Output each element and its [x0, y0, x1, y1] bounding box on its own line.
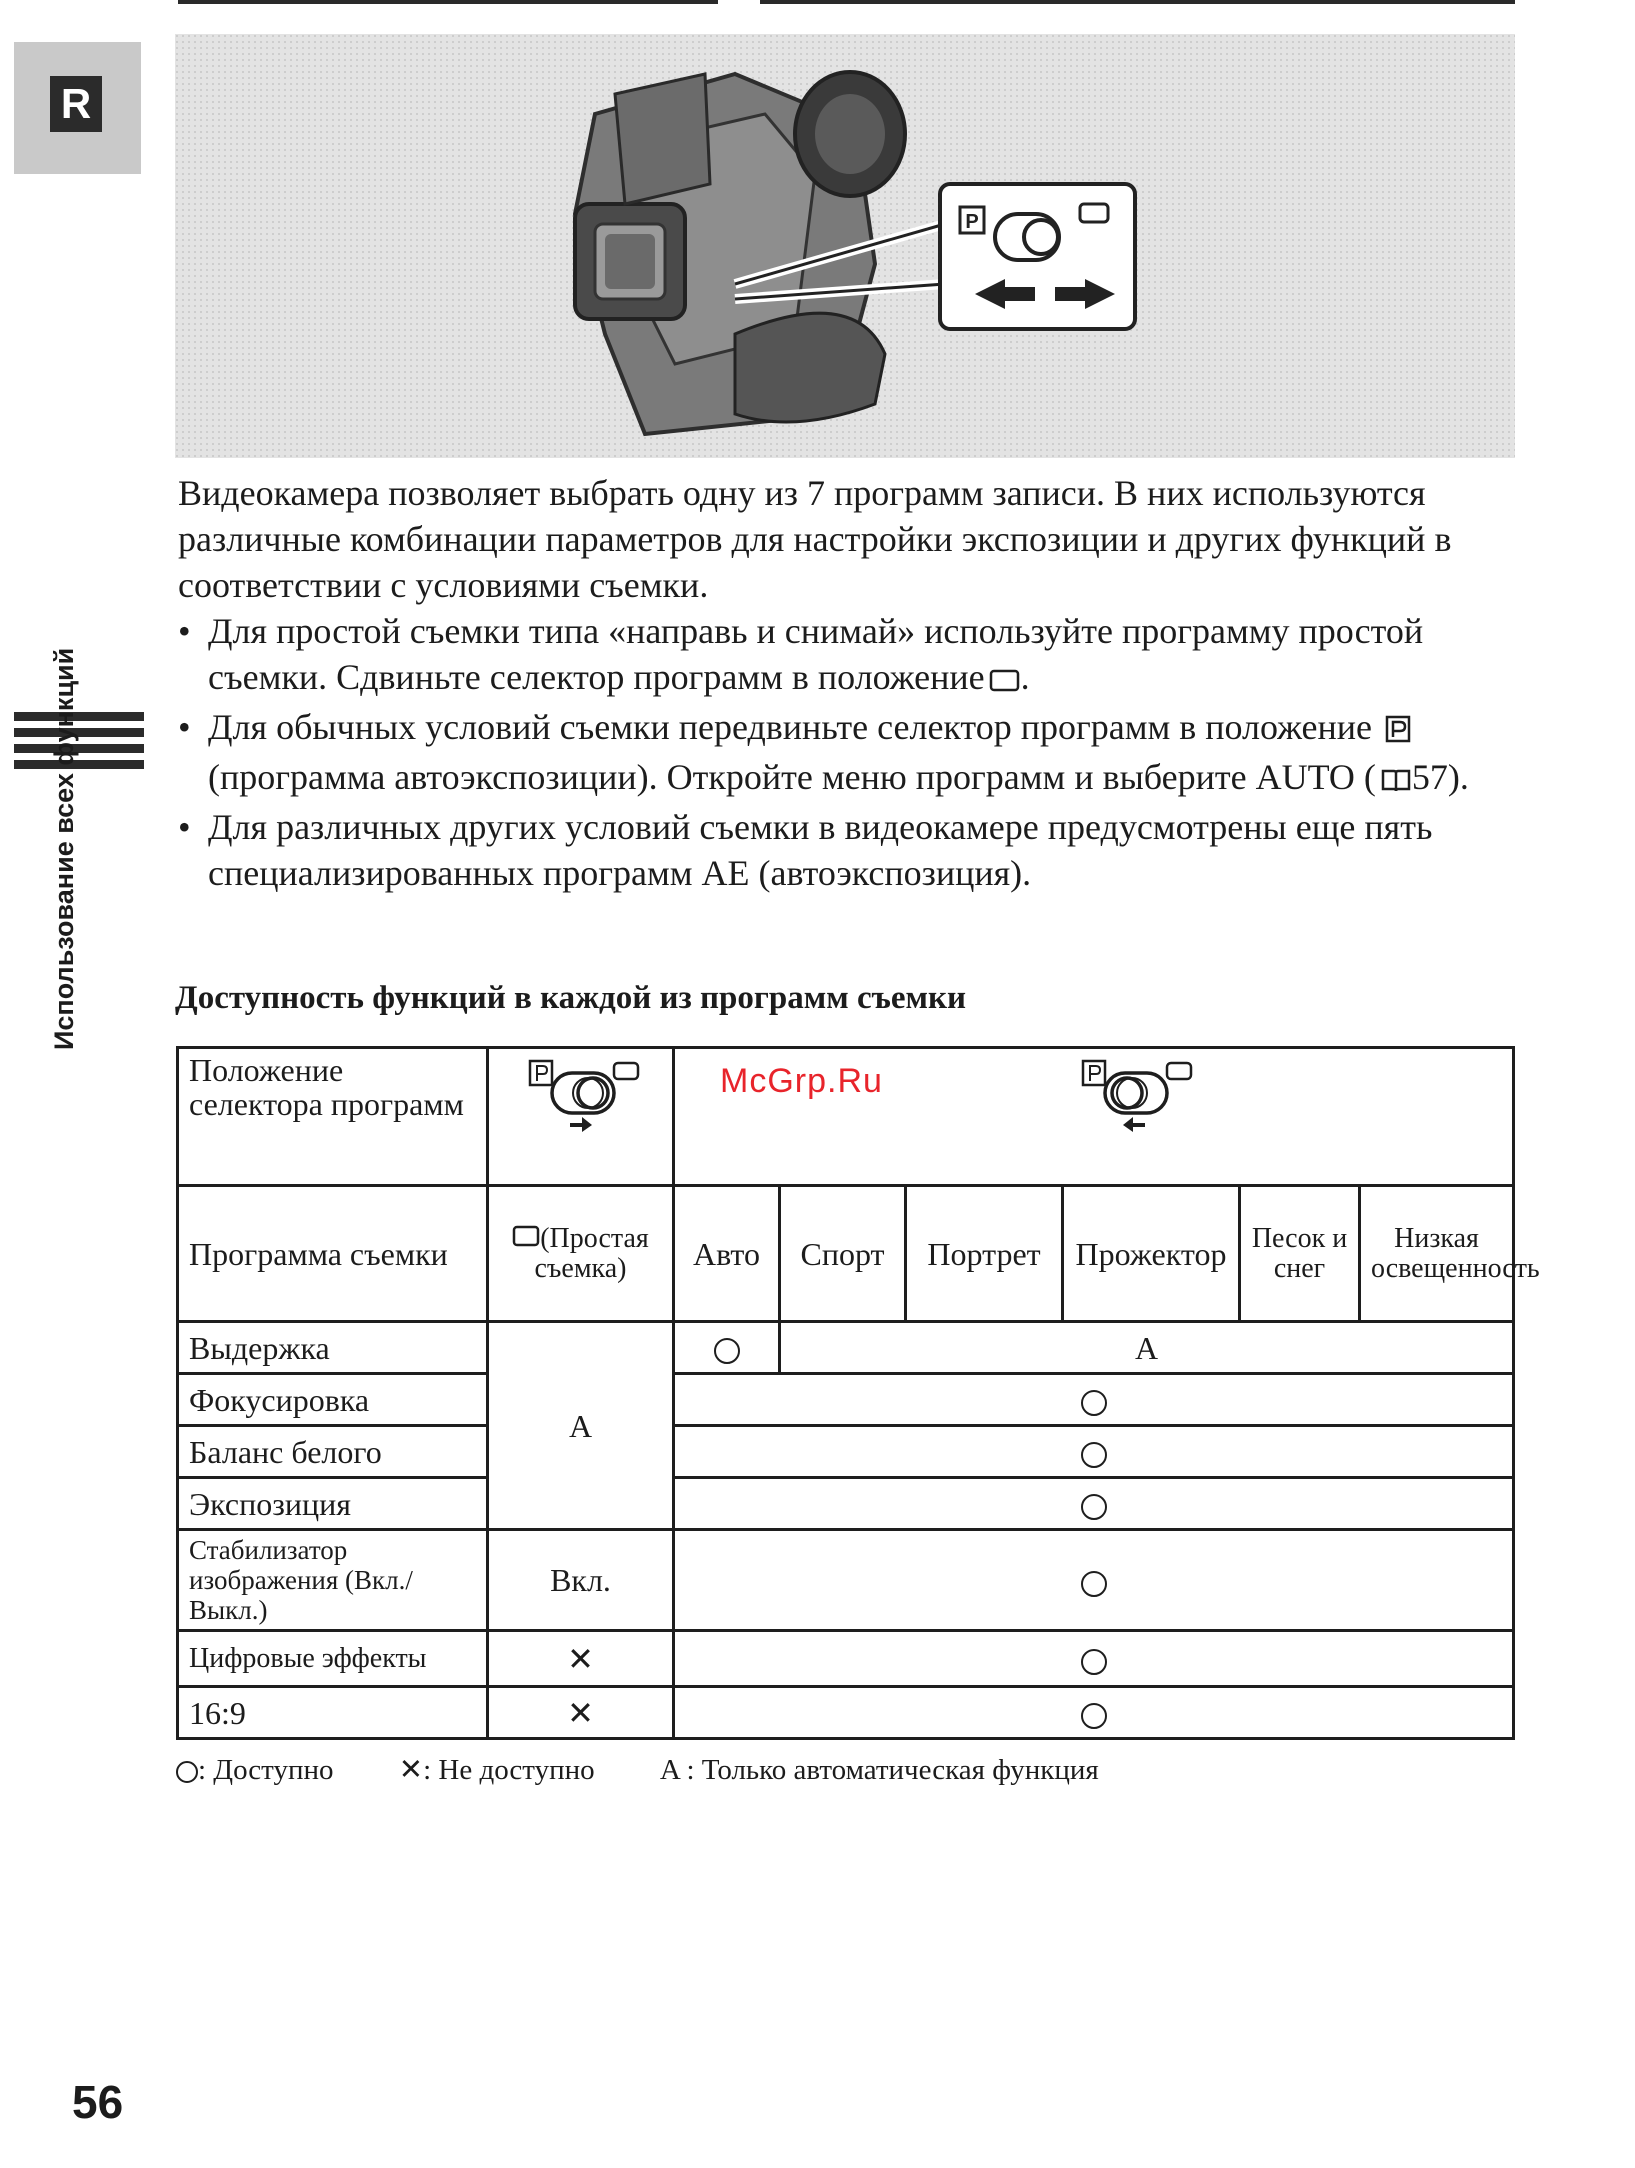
bullet-normal: • Для обычных условий съемки передвиньте селектор программ в положение (программа автоэкспозиции). Откройте меню программ и выберите AUTO ( 57).: [178, 704, 1518, 804]
available-mark: [176, 1761, 198, 1783]
available-mark: [1081, 1571, 1107, 1597]
row-16-9: [178, 1687, 1514, 1739]
cell-auto-only: A: [780, 1322, 1514, 1374]
simple-mode-icon: [989, 658, 1021, 704]
bullet-special: • Для различных других условий съемки в видеокамере предусмотрены еще пять специализированных программ AE (автоэкспозиция).: [178, 804, 1518, 896]
functions-table: [176, 1046, 1540, 1740]
selector-right-icon: [488, 1048, 674, 1186]
legend-auto-only: A : Только автоматическая функция: [659, 1754, 1099, 1786]
cell-available: [674, 1631, 1514, 1687]
available-mark: [1081, 1703, 1107, 1729]
cell-available: [674, 1478, 1514, 1530]
callout-p-label: P: [965, 211, 979, 233]
available-mark: [1081, 1442, 1107, 1468]
cell-simple-auto: A: [488, 1322, 674, 1530]
simple-program-icon: [512, 1223, 540, 1254]
program-row: [178, 1186, 1514, 1322]
intro-paragraph: Видеокамера позволяет выбрать одну из 7 программ записи. В них используются различные комбинации параметров для настройки экспозиции и других функций в соответствии с условиями съемки.: [178, 473, 1452, 605]
program-simple: (Простая съемка): [488, 1186, 674, 1322]
row-digital-effects: [178, 1631, 1514, 1687]
body-text: [178, 470, 1518, 896]
row-label: Баланс белого: [178, 1426, 488, 1478]
side-section-title: Использование всех функций: [49, 647, 79, 1050]
row-label: Экспозиция: [178, 1478, 488, 1530]
cell-available: [674, 1426, 1514, 1478]
row-label: Фокусировка: [178, 1374, 488, 1426]
available-mark: [1081, 1390, 1107, 1416]
row-white-balance: [178, 1426, 1514, 1478]
cell-available: [674, 1374, 1514, 1426]
legend-not-available: ✕: Не доступно: [398, 1754, 595, 1786]
program-sand-snow: Песок и снег: [1240, 1186, 1360, 1322]
row-label: Цифровые эффекты: [178, 1631, 488, 1687]
cell-available: [674, 1322, 780, 1374]
row-stabilizer: [178, 1530, 1514, 1631]
program-auto: Авто: [674, 1186, 780, 1322]
table-legend: [176, 1752, 1157, 1788]
legend-available: : Доступно: [176, 1754, 334, 1786]
row-label: 16:9: [178, 1687, 488, 1739]
camera-illustration: [175, 34, 1515, 458]
top-rule-right: [760, 0, 1515, 4]
row-shutter: [178, 1322, 1514, 1374]
available-mark: [1081, 1649, 1107, 1675]
program-low-light: Низкая освещенность: [1360, 1186, 1514, 1322]
cell-available: [674, 1687, 1514, 1739]
program-portrait: Портрет: [906, 1186, 1063, 1322]
book-ref-icon: [1380, 758, 1412, 804]
row-exposure: [178, 1478, 1514, 1530]
program-row-label: Программа съемки: [178, 1186, 488, 1322]
top-rule-left: [178, 0, 718, 4]
row-label: Стабилизатор изображения (Вкл./Выкл.): [178, 1530, 488, 1631]
row-focus: [178, 1374, 1514, 1426]
bullet-simple: • Для простой съемки типа «направь и снимай» используйте программу простой съемки. Сдвиньте селектор программ в положение .: [178, 608, 1518, 704]
cell-available: [674, 1530, 1514, 1631]
cell-on: Вкл.: [488, 1530, 674, 1631]
row-label: Выдержка: [178, 1322, 488, 1374]
available-mark: [714, 1338, 740, 1364]
cross-icon: ✕: [398, 1754, 424, 1786]
table-heading: Доступность функций в каждой из программ съемки: [175, 980, 966, 1016]
available-mark: [1081, 1494, 1107, 1520]
watermark: McGrp.Ru: [720, 1062, 883, 1100]
cell-not-available: ✕: [488, 1687, 674, 1739]
selector-row-label: Положение селектора программ: [178, 1048, 488, 1186]
program-sport: Спорт: [780, 1186, 906, 1322]
cell-not-available: ✕: [488, 1631, 674, 1687]
section-tab-letter: R: [50, 76, 102, 132]
page-number: 56: [72, 2076, 124, 2128]
camera-photo: [175, 34, 1515, 458]
program-ae-icon: [1385, 708, 1411, 754]
program-spotlight: Прожектор: [1063, 1186, 1240, 1322]
